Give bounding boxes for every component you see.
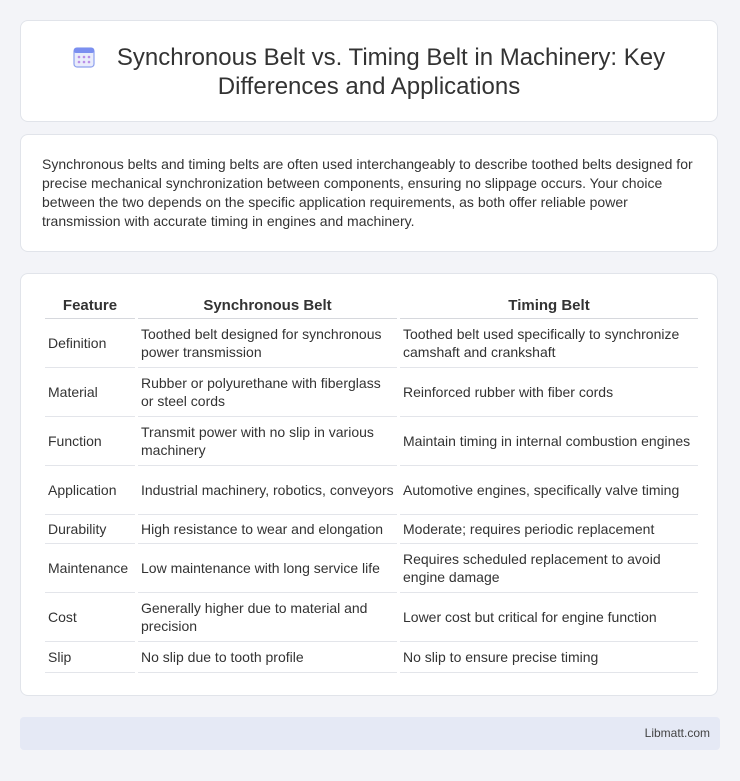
intro-text: Synchronous belts and timing belts are often used interchangeably to describe toothed belts designed for precise mechanical synchronization between components, ensuring no slippage occurs. Your choice between the two depends on the specific application requirements, as both offer reliable power transmission with accurate timing in engines and machinery. bbox=[42, 156, 693, 229]
table-row bbox=[45, 642, 698, 673]
title-card bbox=[20, 20, 718, 122]
calendar-icon bbox=[73, 46, 95, 68]
synchronous-cell: High resistance to wear and elongation bbox=[138, 515, 397, 544]
synchronous-cell: Industrial machinery, robotics, conveyors bbox=[138, 466, 397, 515]
timing-cell: Requires scheduled replacement to avoid engine damage bbox=[400, 544, 698, 593]
table-row bbox=[45, 544, 698, 593]
synchronous-cell: No slip due to tooth profile bbox=[138, 642, 397, 673]
timing-cell: Reinforced rubber with fiber cords bbox=[400, 368, 698, 417]
feature-cell: Durability bbox=[45, 515, 135, 544]
page-title: Synchronous Belt vs. Timing Belt in Machinery: Key Differences and Applications bbox=[116, 44, 666, 100]
column-header: Timing Belt bbox=[400, 292, 698, 319]
table-row bbox=[45, 593, 698, 642]
comparison-table bbox=[42, 292, 701, 673]
timing-cell: Toothed belt used specifically to synchronize camshaft and crankshaft bbox=[400, 319, 698, 368]
footer-site-link[interactable]: Libmatt.com bbox=[644, 726, 710, 740]
feature-cell: Application bbox=[45, 466, 135, 515]
feature-cell: Cost bbox=[45, 593, 135, 642]
synchronous-cell: Generally higher due to material and precision bbox=[138, 593, 397, 642]
feature-cell: Definition bbox=[45, 319, 135, 368]
page-title-wrap bbox=[21, 43, 717, 101]
synchronous-cell: Toothed belt designed for synchronous power transmission bbox=[138, 319, 397, 368]
feature-cell: Function bbox=[45, 417, 135, 466]
column-header: Feature bbox=[45, 292, 135, 319]
timing-cell: No slip to ensure precise timing bbox=[400, 642, 698, 673]
synchronous-cell: Low maintenance with long service life bbox=[138, 544, 397, 593]
feature-cell: Maintenance bbox=[45, 544, 135, 593]
timing-cell: Lower cost but critical for engine function bbox=[400, 593, 698, 642]
timing-cell: Maintain timing in internal combustion engines bbox=[400, 417, 698, 466]
synchronous-cell: Transmit power with no slip in various machinery bbox=[138, 417, 397, 466]
table-row bbox=[45, 515, 698, 544]
table-row bbox=[45, 368, 698, 417]
comparison-card bbox=[20, 273, 718, 696]
table-header-row bbox=[45, 292, 698, 319]
footer bbox=[20, 717, 720, 750]
feature-cell: Material bbox=[45, 368, 135, 417]
timing-cell: Automotive engines, specifically valve timing bbox=[400, 466, 698, 515]
table-row bbox=[45, 466, 698, 515]
column-header: Synchronous Belt bbox=[138, 292, 397, 319]
table-row bbox=[45, 319, 698, 368]
intro-card bbox=[20, 134, 718, 252]
synchronous-cell: Rubber or polyurethane with fiberglass or steel cords bbox=[138, 368, 397, 417]
timing-cell: Moderate; requires periodic replacement bbox=[400, 515, 698, 544]
table-row bbox=[45, 417, 698, 466]
feature-cell: Slip bbox=[45, 642, 135, 673]
